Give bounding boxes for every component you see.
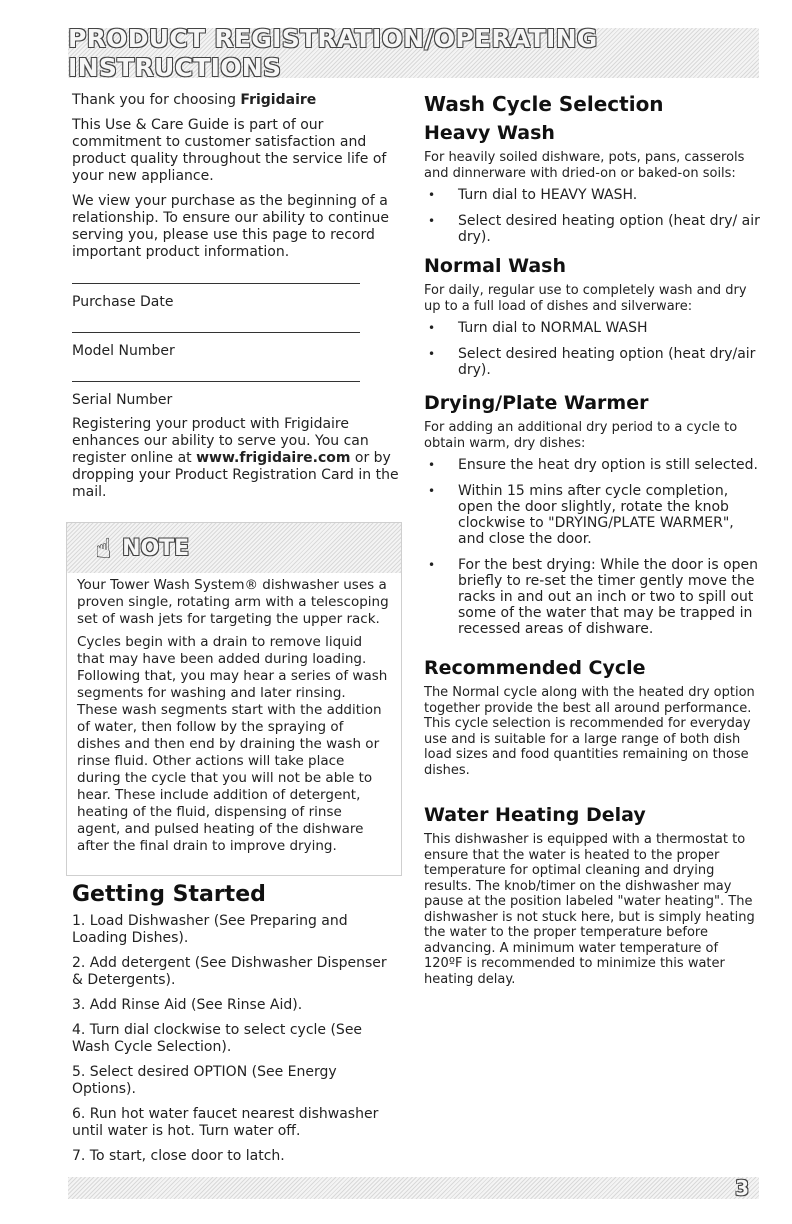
list-item: • Within 15 mins after cycle completion, open the door slightly, rotate the knob clockwise to "DRYING/PLATE WARMER", and close the door. (424, 483, 760, 547)
water-heating-text: This dishwasher is equipped with a thermostat to ensure that the water is heated to the proper temperature for optimal cleaning and drying results. The knob/timer on the dishwasher may pause at the position labeled "water heating". The dishwasher is not stuck here, but is simply heating the water to the proper temperature before advancing. A minimum water temperature of 120ºF is recommended to minimize this water heating delay. (424, 832, 755, 987)
purchase-date-label: Purchase Date (72, 294, 174, 310)
list-item: • For the best drying: While the door is open briefly to re-set the timer gently move the racks in and out an inch or two to spill out some of the water that may be trapped in recessed areas of dishware. (424, 557, 760, 637)
drying-list (424, 457, 760, 637)
list-item: • Select desired heating option (heat dry/air dry). (424, 346, 760, 378)
page-footer (68, 1177, 759, 1199)
frigidaire-link[interactable]: www.frigidaire.com (196, 450, 351, 466)
step-item: 4. Turn dial clockwise to select cycle (See Wash Cycle Selection). (72, 1022, 363, 1055)
list-item: • Select desired heating option (heat dry/ air dry). (424, 213, 760, 245)
note-paragraph-1: Your Tower Wash System® dishwasher uses a proven single, rotating arm with a telescoping set of wash jets for targeting the upper rack. (77, 577, 389, 627)
heavy-wash-title: Heavy Wash (424, 122, 555, 144)
drying-desc: For adding an additional dry period to a cycle to obtain warm, dry dishes: (424, 420, 738, 451)
heavy-wash-list (424, 187, 760, 245)
intro-paragraph-2: We view your purchase as the beginning of a relationship. To ensure our ability to continue serving you, please use this page to record important product information. (72, 193, 389, 260)
wash-cycle-title: Wash Cycle Selection (424, 92, 664, 116)
note-box (66, 522, 402, 876)
getting-started-steps (72, 913, 402, 1165)
thanks-text: Thank you for choosing (72, 92, 241, 108)
getting-started-section (72, 882, 402, 1173)
intro-paragraph-1: This Use & Care Guide is part of our commitment to customer satisfaction and product quality throughout the service life of your new appliance. (72, 117, 387, 184)
register-paragraph (72, 416, 400, 501)
list-item: • Turn dial to NORMAL WASH (424, 320, 760, 336)
serial-number-line[interactable] (72, 381, 360, 382)
purchase-date-line[interactable] (72, 283, 360, 284)
normal-wash-title: Normal Wash (424, 255, 567, 277)
step-item: 7. To start, close door to latch. (72, 1148, 285, 1164)
register-text-end: or by dropping your Product Registration Card in the mail. (72, 450, 399, 500)
page-header-banner (68, 24, 759, 82)
model-number-line[interactable] (72, 332, 360, 333)
normal-wash-list (424, 320, 760, 378)
intro-thanks (72, 92, 400, 109)
normal-wash-desc: For daily, regular use to completely wash and dry up to a full load of dishes and silverware: (424, 283, 747, 314)
step-item: 1. Load Dishwasher (See Preparing and Loading Dishes). (72, 913, 348, 946)
serial-number-label: Serial Number (72, 392, 173, 408)
note-header (67, 523, 401, 573)
step-item: 2. Add detergent (See Dishwasher Dispenser & Detergents). (72, 955, 387, 988)
register-text: Registering your product with Frigidaire enhances our ability to serve you. You can register online at (72, 416, 369, 466)
note-paragraph-2: Cycles begin with a drain to remove liquid that may have been added during loading. Following that, you may hear a series of wash segments for washing and later rinsing. These wash segments start with the addition of water, then follow by the spraying of dishes and then end by draining the wash or rinse fluid. Other actions will take place during the cycle that you will not be able to hear. These include addition of detergent, heating of the fluid, dispensing of rinse agent, and pulsed heating of the dishware after the final drain to improve drying. (77, 634, 388, 854)
recommended-title: Recommended Cycle (424, 657, 646, 679)
note-title: NOTE (122, 535, 190, 561)
recommended-text: The Normal cycle along with the heated dry option together provide the best all around performance. This cycle selection is recommended for everyday use and is suitable for a large range of both dish load sizes and food quantities remaining on those dishes. (424, 685, 755, 778)
page-title: PRODUCT REGISTRATION/OPERATING INSTRUCTIONS (68, 24, 598, 82)
step-item: 6. Run hot water faucet nearest dishwasher until water is hot. Turn water off. (72, 1106, 379, 1139)
step-item: 3. Add Rinse Aid (See Rinse Aid). (72, 997, 303, 1013)
step-item: 5. Select desired OPTION (See Energy Options). (72, 1064, 337, 1097)
heavy-wash-desc: For heavily soiled dishware, pots, pans, casserols and dinnerware with dried-on or baked-on soils: (424, 150, 745, 181)
model-number-label: Model Number (72, 343, 175, 359)
left-column (72, 92, 400, 509)
list-item: • Turn dial to HEAVY WASH. (424, 187, 760, 203)
drying-title: Drying/Plate Warmer (424, 392, 649, 414)
pointing-hand-icon: ☝ (95, 531, 113, 565)
water-heating-title: Water Heating Delay (424, 804, 646, 826)
getting-started-title: Getting Started (72, 882, 266, 907)
brand-name: Frigidaire (240, 92, 317, 108)
list-item: • Ensure the heat dry option is still selected. (424, 457, 760, 473)
page-number: 3 (735, 1176, 749, 1200)
right-column (424, 92, 760, 993)
